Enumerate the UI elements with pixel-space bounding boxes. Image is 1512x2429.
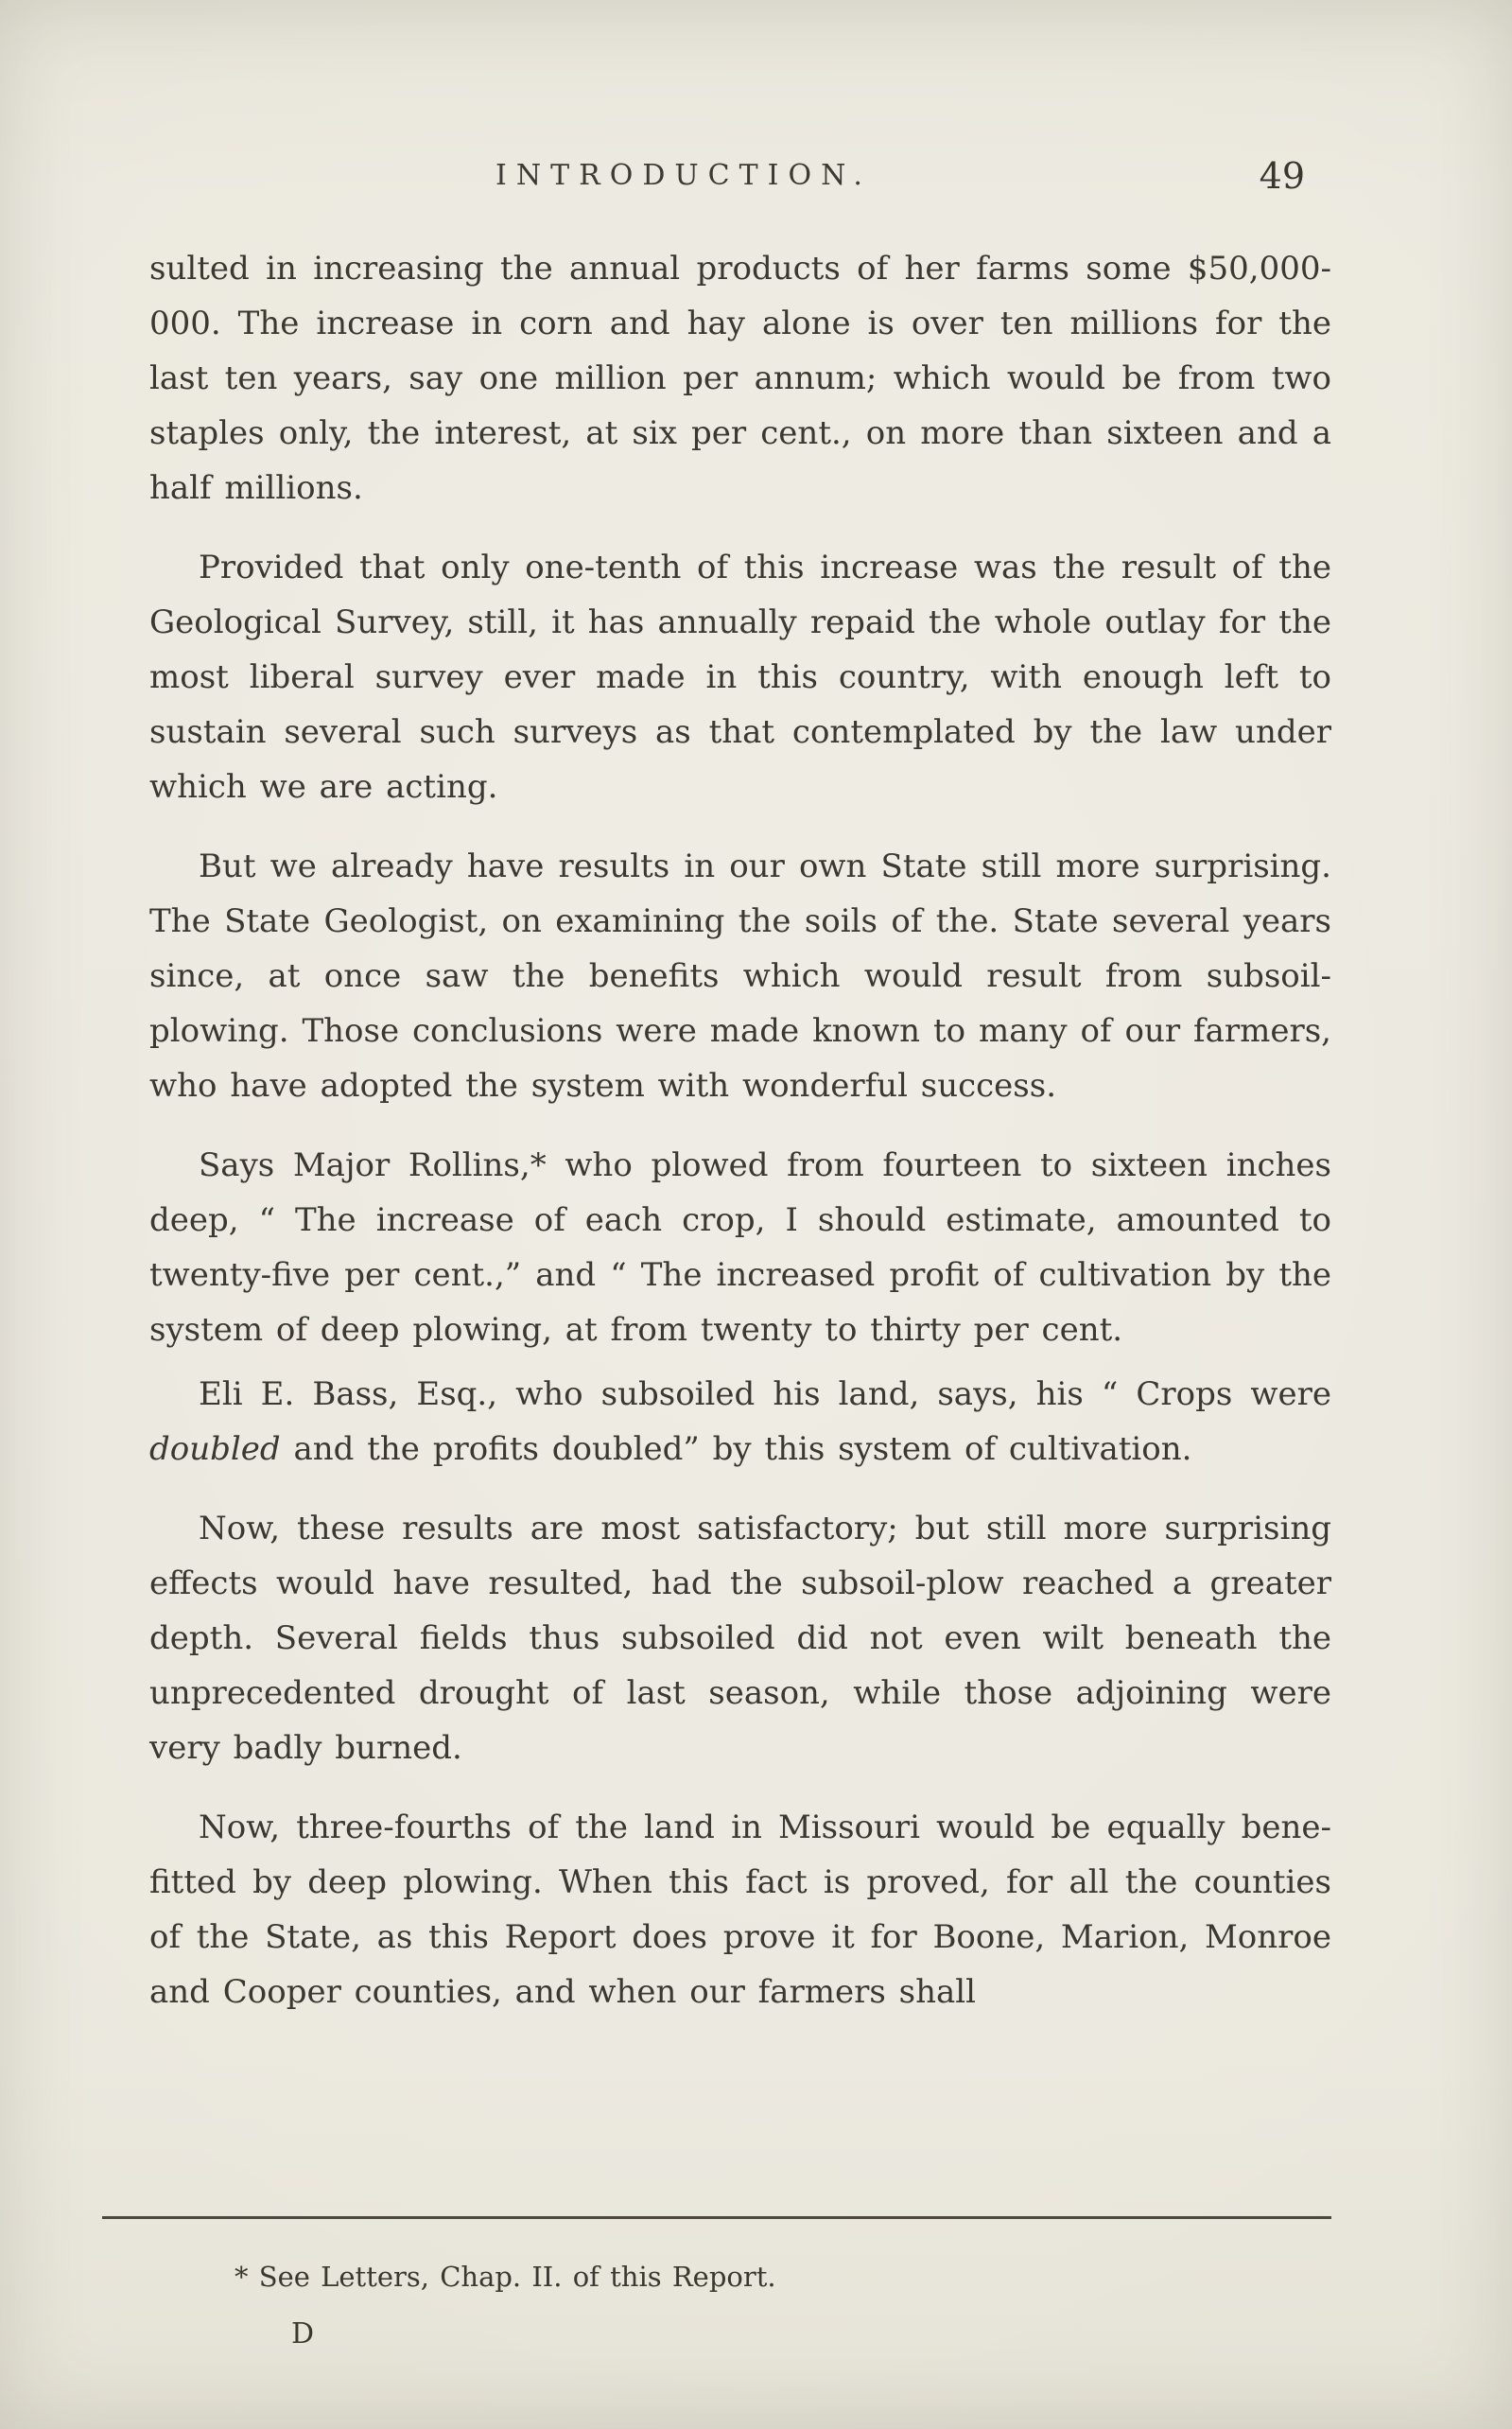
paragraph-2: Provided that only one-tenth of this increase was the result of the Geological Survey, still, it has annually repaid the whole outlay for the most liberal survey ever made in this country, with enough left to sustain several such surveys as that contemplated by the law under which we are acting. — [149, 549, 1331, 806]
paragraph-5-text: Eli E. Bass, Esq., who subsoiled his land, says, his “ Crops were — [199, 1375, 1331, 1413]
footnote-divider — [102, 2216, 1331, 2219]
paragraph-1: sulted in increasing the annual products of her farms some $50,000-000. The increase in corn and hay alone is over ten millions for the last ten years, say one million per annum; which would be from two staples only, the interest, at six per cent., on more than sixteen and a half millions. — [149, 250, 1331, 507]
paragraph-3: But we already have results in our own State still more surprising. The State Geologist, on examining the soils of the. State several years since, at once saw the benefits which would result from subsoil-plowing. Those conclusions were made known to many of our farmers, who have adopted the system with wonderful success. — [149, 848, 1331, 1105]
printer-signature-mark: D — [291, 2317, 315, 2350]
text-block — [149, 241, 1331, 2044]
paragraph-4: Says Major Rollins,* who plowed from fourteen to sixteen inches deep, “ The increase of each crop, I should estimate, amounted to twenty-five per cent.,” and “ The increased profit of cultivation by the system of deep plowing, at from twenty to thirty per cent. — [149, 1146, 1331, 1349]
paragraph-5-italic-word: doubled — [149, 1430, 281, 1468]
page-number: 49 — [1259, 155, 1305, 197]
footnote-text: * See Letters, Chap. II. of this Report. — [235, 2261, 776, 2293]
page-title: INTRODUCTION. — [495, 159, 872, 192]
running-head — [149, 155, 1331, 204]
paragraph-5 — [149, 1367, 1331, 1477]
paragraph-5-text-after: and the profits doubled” by this system of cultivation. — [280, 1430, 1192, 1468]
paragraph-6: Now, these results are most satisfactory; but still more surprising effects would have resulted, had the subsoil-plow reached a greater depth. Several fields thus subsoiled did not even wilt beneath the unprecedented drought of last season, while those adjoining were very badly burned. — [149, 1510, 1331, 1767]
paragraph-7: Now, three-fourths of the land in Missouri would be equally benefitted by deep plowing. When this fact is proved, for all the counties of the State, as this Report does prove it for Boone, Marion, Monroe and Cooper counties, and when our farmers shall — [149, 1809, 1331, 2011]
